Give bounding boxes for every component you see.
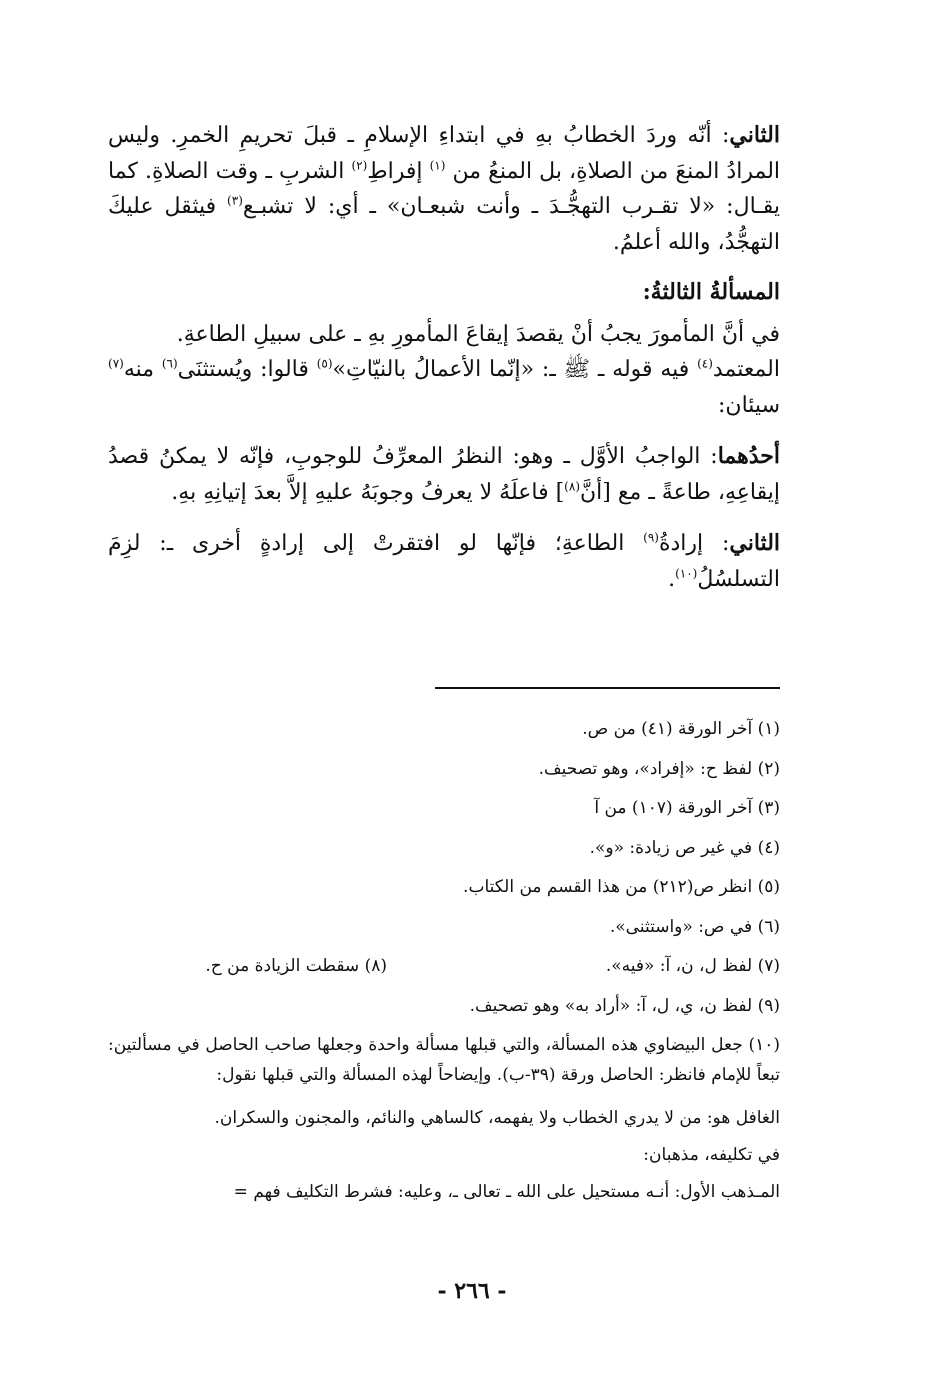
paragraph-text: : أنّه وردَ الخطابُ بهِ في ابتداءِ الإسلامِ ـ قبلَ تحريمِ الخمرِ. وليس المرادُ المنعَ من الصلاةِ، بل المنعُ من (108, 123, 781, 184)
footnote-text: (٥) انظر ص(٢١٢) من هذا القسم من الكتاب. (463, 877, 780, 897)
paragraph-text: منه (123, 357, 162, 382)
footnote-separator (435, 687, 780, 689)
footnote-text: (١٠) جعل البيضاوي هذه المسألة، والتي قبلها مسألة واحدة وجعلها صاحب الحاصل في مسألتين: تبعاً للإمام فانظر: الحاصل ورقة (٣٩-ب). وإيضاحاً لهذه المسألة والتي قبلها نقول: (108, 1035, 780, 1085)
footnote-text: (٧) لفظ ل، ن، آ: «فيه». (605, 956, 780, 976)
footnote-ref[interactable]: (٢) (351, 158, 368, 173)
footnote-text: (٩) لفظ ن، ي، ل، آ: «أراد به» وهو تصحيف. (469, 995, 780, 1016)
footnote-text: (٨) سقطت الزيادة من ح. (205, 956, 387, 976)
footnote-ref[interactable]: (٤) (697, 356, 713, 371)
footnote-item (108, 908, 780, 948)
paragraph-label: الثاني (729, 122, 780, 148)
paragraph-text: : إرادةُ (658, 531, 730, 556)
footnote-text: الغافل هو: من لا يدري الخطاب ولا يفهمه، كالساهي والنائم، والمجنون والسكران. (214, 1108, 780, 1128)
footnote-ref[interactable]: (٧) (108, 356, 124, 371)
footnotes (108, 710, 780, 1211)
section-heading: المسألةُ الثالثةُ: (642, 279, 780, 305)
paragraph-text: قالوا: ويُستثنَى (177, 357, 317, 382)
footnote-text: في تكليفه، مذهبان: (643, 1145, 780, 1165)
paragraph-text: . (668, 566, 676, 592)
paragraph-text: : الواجبُ الأوَّل ـ وهو: النظرُ المعرِّفُ للوجوبِ، فإنّه لا يمكنُ قصدُ إيقاعِهِ، طاعةً ـ مع [أنَّ (108, 444, 780, 505)
footnote-item (108, 868, 780, 908)
paragraph-label: أحدُهما (717, 443, 780, 469)
footnote-ref[interactable]: (٩) (643, 530, 659, 545)
footnote-item (108, 789, 780, 829)
paragraph-topic (108, 317, 780, 353)
paragraph-text: فيه قوله ـ ﷺ ـ: «إنّما الأعمالُ بالنيّاتِ» (332, 357, 698, 382)
paragraph-first-exception (108, 439, 780, 510)
footnote-text: (١) آخر الورقة (٤١) من ص. (582, 719, 780, 739)
footnote-item (108, 829, 780, 869)
paragraph-evidence (108, 352, 780, 423)
footnote-item (108, 987, 780, 1027)
paragraph-text: الشربِ ـ وقت الصلاةِ. كما يقـال: «لا تقـرب التهجُّـدَ ـ وأنت شبعـان» ـ أي: لا تشبـع (108, 158, 780, 219)
footnote-text: (٦) في ص: «واستثنى». (609, 916, 780, 937)
footnote-text: المـذهب الأول: أنـه مستحيل على الله ـ تعالى ـ، وعليه: فشرط التكليف فهم = (233, 1182, 780, 1202)
footnote-ref[interactable]: (٣) (227, 193, 243, 208)
paragraph-text: المعتمد (712, 357, 780, 382)
paragraph-text: ] فاعلَهُ لا يعرفُ وجوبَهُ عليهِ إلاَّ بعدَ إتيانِهِ بهِ. (171, 479, 565, 505)
footnote-ref[interactable]: (٥) (316, 356, 333, 371)
footnote-item (108, 750, 780, 790)
footnote-ref[interactable]: (٦) (161, 356, 178, 371)
paragraph-text: إفراطِ (367, 158, 430, 184)
page-number: - ٢٦٦ - (437, 1278, 507, 1304)
footnote-ref[interactable]: (٨) (564, 479, 580, 494)
footnote-text: (٢) لفظ ح: «إفراد»، وهو تصحيف. (538, 758, 780, 779)
footnote-item (108, 710, 780, 750)
footnote-ref[interactable]: (١٠) (675, 566, 698, 581)
footnote-explanation (108, 1100, 780, 1211)
paragraph-text: فيثقل عليكَ التهجُّدُ، والله أعلمُ. (108, 194, 780, 255)
footnote-ref[interactable]: (١) (429, 158, 446, 173)
paragraph-second-answer (108, 118, 780, 260)
footnote-item-long (108, 1030, 780, 1090)
footnote-item (108, 947, 780, 987)
paragraph-text: في أنَّ المأمورَ يجبُ أنْ يقصدَ إيقاعَ المأمورِ بهِ ـ على سبيلِ الطاعةِ. (176, 321, 780, 347)
main-text (108, 118, 780, 597)
paragraph-label: الثاني (729, 530, 781, 556)
paragraph-second-exception (108, 526, 780, 597)
footnote-text: (٣) آخر الورقة (١٠٧) من آ (594, 798, 780, 818)
paragraph-text: سيئان: (718, 392, 780, 418)
paragraph-text: الطاعةِ؛ فإنّها لو افتقرتْ إلى إرادةٍ أخرى ـ: لزِمَ التسلسُلُ (108, 531, 780, 592)
footnote-text: (٤) في غير ص زيادة: «و». (589, 837, 780, 858)
